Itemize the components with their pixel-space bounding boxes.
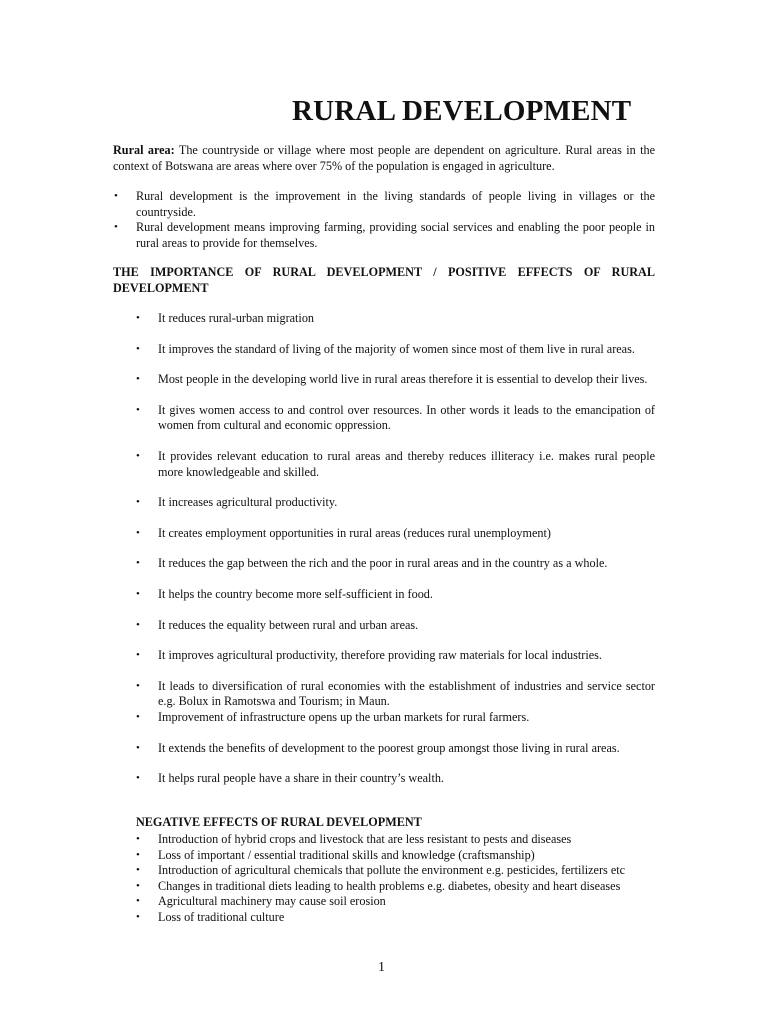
rural-area-text: The countryside or village where most people are dependent on agriculture. Rural areas in the context of Botswana are areas where over 75% of the population is engaged in agriculture. [113,143,655,173]
bullet-icon: • [136,649,140,662]
list-item [136,709,655,726]
bullet-icon: • [136,848,140,861]
list-item-text: It improves agricultural productivity, therefore providing raw materials for local industries. [158,648,602,663]
bullet-icon: • [136,449,140,462]
rural-area-definition [113,143,655,175]
list-item [136,341,655,358]
bullet-icon: • [136,496,140,509]
list-item-text: It leads to diversification of rural economies with the establishment of industries and service sector e.g. Bolux in Ramotswa and Tourism; in Maun. [158,678,655,709]
list-item [136,402,655,434]
bullet-icon: • [136,741,140,754]
list-item [136,909,655,926]
list-item [136,556,655,572]
bullet-icon: • [136,895,140,908]
list-item [114,189,655,220]
list-item-text: Rural development means improving farming, providing social services and enabling the poor people in rural areas to provide for themselves. [136,220,655,250]
bullet-icon: • [136,710,140,723]
list-item [114,220,655,251]
list-item [136,894,655,910]
list-item [136,648,655,664]
importance-list [136,311,655,802]
list-item [136,495,655,511]
list-item [136,311,655,327]
list-item [136,740,655,757]
list-item-text: It gives women access to and control over resources. In other words it leads to the emancipation of women from cultural and economic oppression. [158,402,655,433]
bullet-icon: • [136,587,140,600]
bullet-icon: • [136,833,140,845]
list-item [136,847,655,864]
list-item-text: It extends the benefits of development to the poorest group amongst those living in rural areas. [158,740,620,755]
page-title: RURAL DEVELOPMENT [292,95,632,127]
list-item-text: Introduction of agricultural chemicals that pollute the environment e.g. pesticides, fertilizers etc [158,863,626,878]
list-item [136,878,655,895]
bullet-icon: • [136,879,140,892]
list-item [136,617,655,634]
bullet-icon: • [136,526,140,539]
list-item [136,863,655,879]
bullet-icon: • [114,190,118,202]
rural-area-label: Rural area: [113,143,175,157]
bullet-icon: • [136,557,140,570]
bullet-icon: • [136,403,140,416]
list-item-text: Loss of important / essential traditional skills and knowledge (craftsmanship) [158,847,535,862]
bullet-icon: • [136,342,140,355]
list-item [136,832,655,848]
list-item-text: It reduces rural-urban migration [158,311,315,325]
bullet-icon: • [136,312,140,324]
importance-heading: THE IMPORTANCE OF RURAL DEVELOPMENT / POSITIVE EFFECTS OF RURAL DEVELOPMENT [113,265,655,295]
list-item [136,525,655,542]
list-item [136,372,655,388]
list-item-text: It helps the country become more self-sufficient in food. [158,586,433,601]
negative-effects-list [136,832,655,926]
list-item-text: It reduces the gap between the rich and the poor in rural areas and in the country as a whole. [158,556,608,571]
list-item-text: Changes in traditional diets leading to health problems e.g. diabetes, obesity and heart diseases [158,878,621,893]
bullet-icon: • [136,772,140,785]
list-item-text: Most people in the developing world live in rural areas therefore it is essential to develop their lives. [158,372,648,387]
list-item-text: Improvement of infrastructure opens up the urban markets for rural farmers. [158,709,530,724]
negative-effects-heading: NEGATIVE EFFECTS OF RURAL DEVELOPMENT [136,815,422,829]
bullet-icon: • [136,373,140,386]
bullet-icon: • [136,910,140,923]
list-item-text: It creates employment opportunities in rural areas (reduces rural unemployment) [158,525,551,540]
list-item-text: Introduction of hybrid crops and livestock that are less resistant to pests and diseases [158,832,572,846]
list-item-text: Agricultural machinery may cause soil erosion [158,894,386,909]
bullet-icon: • [136,864,140,877]
list-item-text: It improves the standard of living of the majority of women since most of them live in rural areas. [158,341,635,356]
bullet-icon: • [114,221,118,234]
list-item-text: It increases agricultural productivity. [158,495,338,510]
list-item-text: It provides relevant education to rural areas and thereby reduces illiteracy i.e. makes rural people more knowledgeable and skilled. [158,448,655,479]
bullet-icon: • [136,618,140,631]
list-item [136,448,655,480]
bullet-icon: • [136,679,140,692]
list-item [136,678,655,710]
list-item-text: It reduces the equality between rural and urban areas. [158,617,419,632]
page-number: 1 [378,960,385,975]
list-item [136,771,655,787]
list-item-text: Loss of traditional culture [158,909,285,924]
list-item-text: Rural development is the improvement in the living standards of people living in villages or the countryside. [136,189,655,219]
list-item-text: It helps rural people have a share in their country’s wealth. [158,771,444,786]
definition-list [114,189,655,251]
list-item [136,586,655,603]
